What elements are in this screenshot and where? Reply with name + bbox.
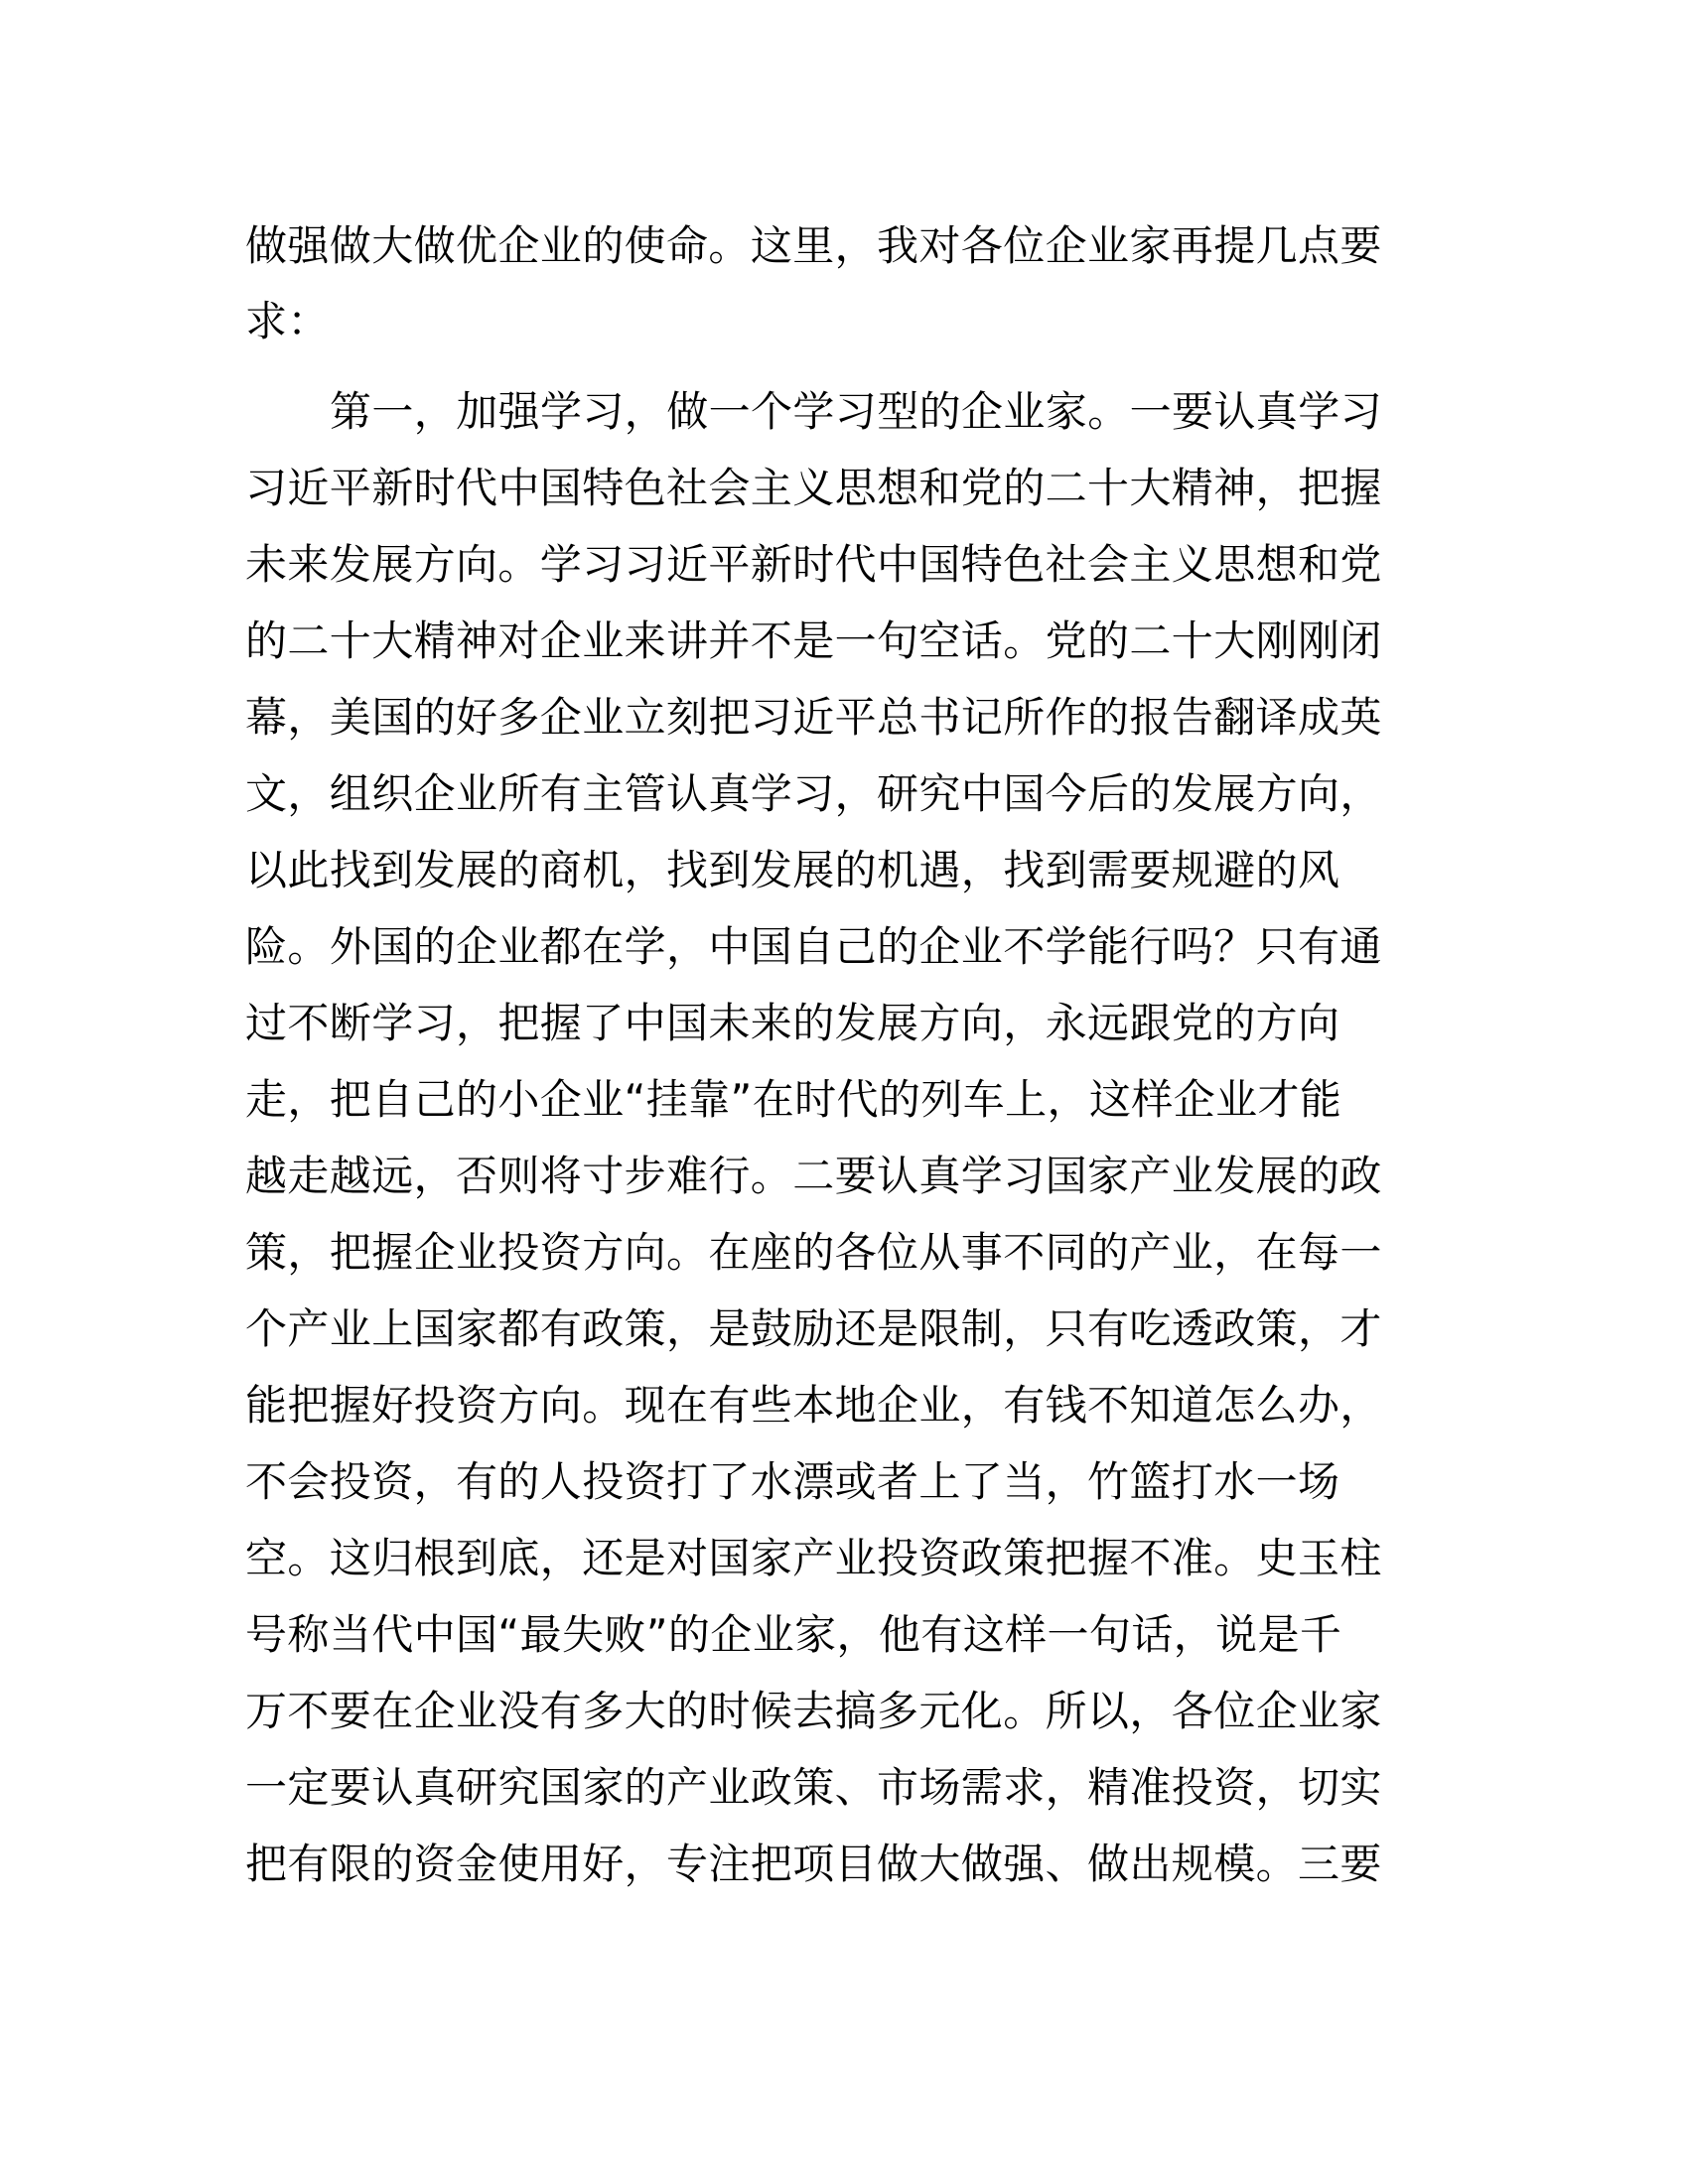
text-line: 未来发展方向。学习习近平新时代中国特色社会主义思想和党 (245, 540, 1382, 589)
text-line: 以此找到发展的商机，找到发展的机遇，找到需要规避的风 (245, 846, 1340, 894)
text-line: 把有限的资金使用好，专注把项目做大做强、做出规模。三要 (245, 1840, 1382, 1888)
text-line: 第一，加强学习，做一个学习型的企业家。一要认真学习 (330, 387, 1383, 436)
text-line: 越走越远，否则将寸步难行。二要认真学习国家产业发展的政 (245, 1152, 1382, 1200)
text-line: 做强做大做优企业的使命。这里，我对各位企业家再提几点要 (245, 221, 1382, 270)
text-line: 求： (245, 297, 330, 345)
text-line: 万不要在企业没有多大的时候去搞多元化。所以，各位企业家 (245, 1687, 1382, 1735)
text-line: 个产业上国家都有政策，是鼓励还是限制，只有吃透政策，才 (245, 1304, 1382, 1353)
text-line: 不会投资，有的人投资打了水漂或者上了当，竹篮打水一场 (245, 1457, 1340, 1506)
text-line: 一定要认真研究国家的产业政策、市场需求，精准投资，切实 (245, 1763, 1382, 1812)
text-line: 走，把自己的小企业“挂靠”在时代的列车上，这样企业才能 (245, 1075, 1342, 1124)
text-line: 过不断学习，把握了中国未来的发展方向，永远跟党的方向 (245, 999, 1340, 1047)
text-line: 文，组织企业所有主管认真学习，研究中国今后的发展方向， (245, 769, 1382, 818)
text-line: 空。这归根到底，还是对国家产业投资政策把握不准。史玉柱 (245, 1534, 1382, 1582)
text-line: 险。外国的企业都在学，中国自己的企业不学能行吗？只有通 (245, 922, 1382, 971)
text-line: 策，把握企业投资方向。在座的各位从事不同的产业，在每一 (245, 1228, 1382, 1277)
text-line: 能把握好投资方向。现在有些本地企业，有钱不知道怎么办， (245, 1381, 1382, 1430)
text-line: 号称当代中国“最失败”的企业家，他有这样一句话，说是千 (245, 1610, 1342, 1659)
text-line: 幕，美国的好多企业立刻把习近平总书记所作的报告翻译成英 (245, 693, 1382, 742)
text-line: 的二十大精神对企业来讲并不是一句空话。党的二十大刚刚闭 (245, 616, 1382, 665)
text-line: 习近平新时代中国特色社会主义思想和党的二十大精神，把握 (245, 464, 1382, 512)
